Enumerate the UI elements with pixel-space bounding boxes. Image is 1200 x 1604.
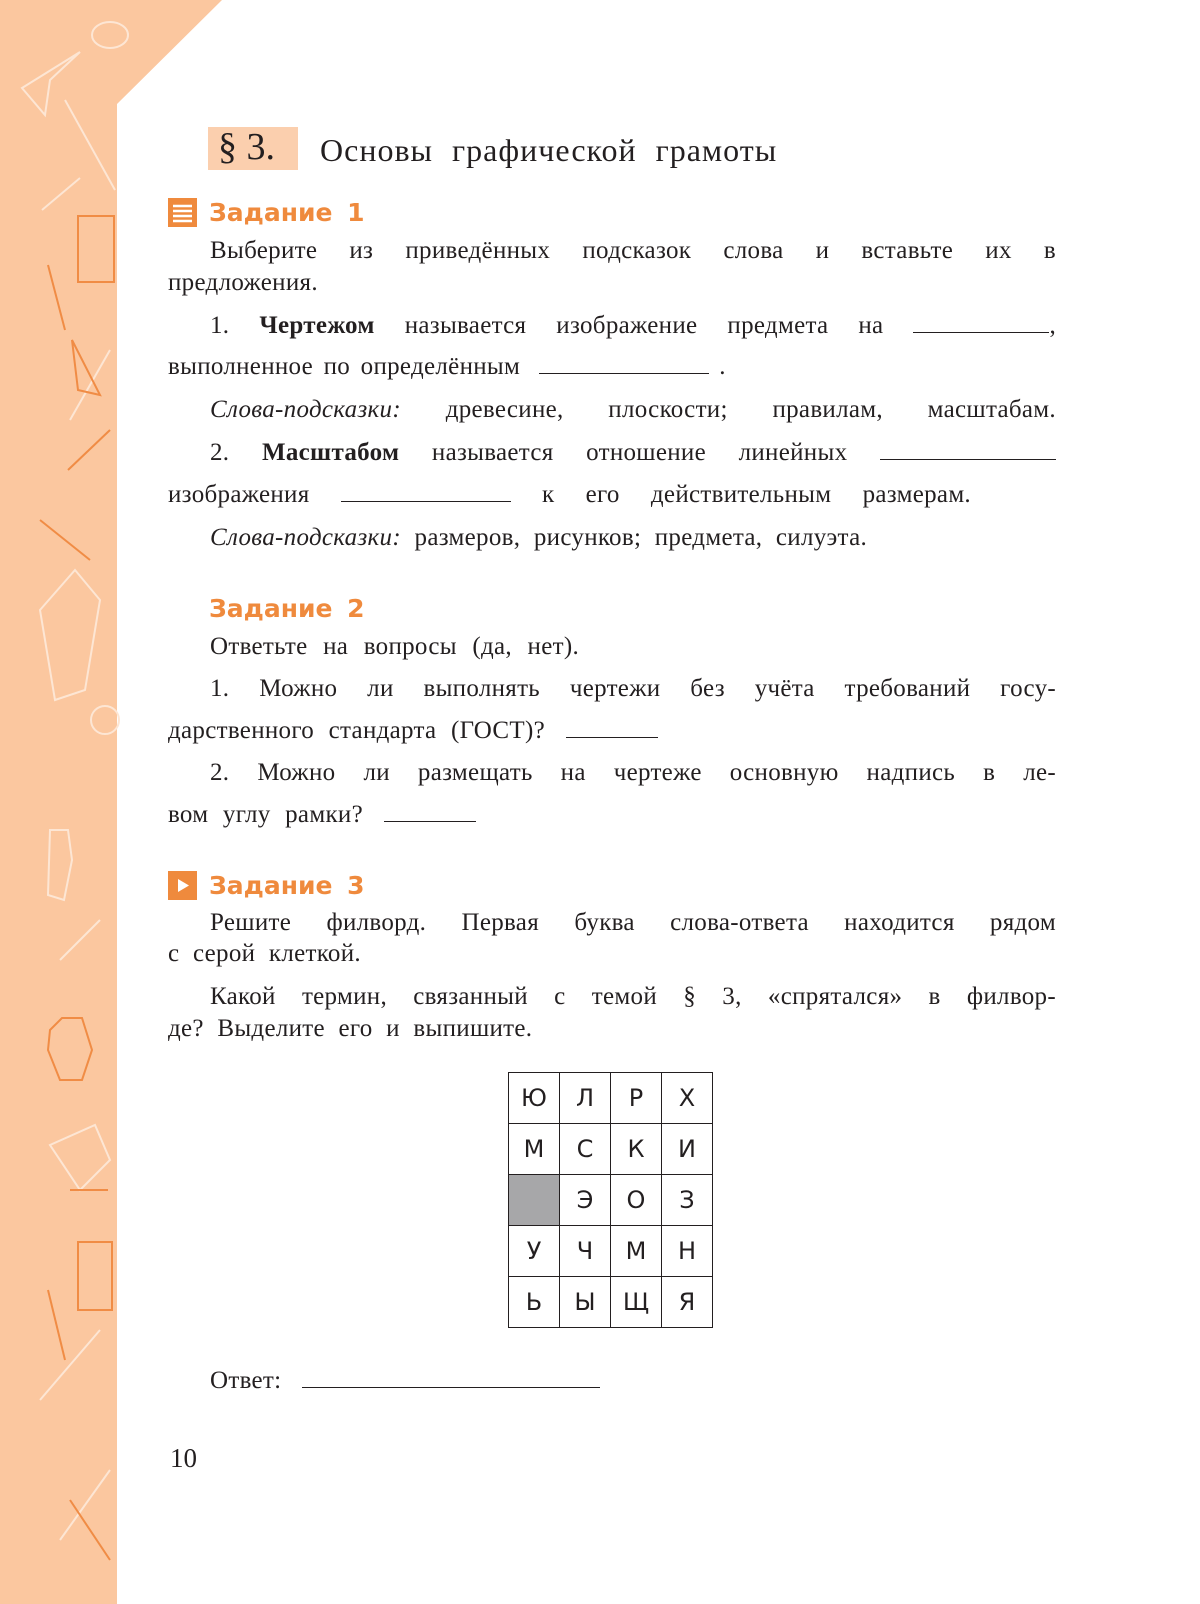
- grid-row: [509, 1124, 713, 1175]
- grid-cell[interactable]: Ь: [509, 1277, 560, 1328]
- task-3-text-2-cont: де? Выделите его и выпишите.: [168, 1015, 533, 1042]
- grid-cell[interactable]: М: [509, 1124, 560, 1175]
- answer-blank[interactable]: [539, 351, 709, 374]
- question-text: к его действительным размерам.: [541, 481, 971, 508]
- term: Масштабом: [261, 439, 400, 466]
- question-text: называется изображение предмета на: [404, 312, 884, 339]
- page-title: Основы графической грамоты: [320, 132, 778, 168]
- task-2-intro: Ответьте на вопросы (да, нет).: [210, 633, 579, 660]
- task-3-text-1-cont: с серой клеткой.: [168, 940, 361, 967]
- page-number: 10: [170, 1443, 197, 1473]
- hints-words: размеров, рисунков; предмета, силуэта.: [414, 524, 868, 551]
- question-text: дарственного стандарта (ГОСТ)?: [168, 717, 545, 744]
- answer-blank[interactable]: [880, 437, 1056, 460]
- task-1-intro: Выберите из приведённых подсказок слова и вставьте их в: [210, 237, 1056, 264]
- hints-label: Слова-подсказки:: [210, 524, 401, 551]
- grid-cell[interactable]: Щ: [611, 1277, 662, 1328]
- list-icon: [168, 198, 197, 227]
- question-1-1: [210, 310, 1056, 342]
- hints-1: [210, 394, 1056, 426]
- grid-cell[interactable]: С: [560, 1124, 611, 1175]
- grid-cell[interactable]: Я: [662, 1277, 713, 1328]
- grid-row: [509, 1073, 713, 1124]
- answer-blank[interactable]: [566, 715, 658, 738]
- grid-cell[interactable]: Х: [662, 1073, 713, 1124]
- grid-cell[interactable]: И: [662, 1124, 713, 1175]
- grid-row: [509, 1277, 713, 1328]
- grid-row: [509, 1226, 713, 1277]
- task-3-heading: Задание 3: [209, 871, 365, 900]
- question-1-1-cont: [168, 351, 726, 383]
- answer-blank[interactable]: [341, 479, 511, 502]
- hints-words: древесине, плоскости; правилам, масштабам.: [445, 396, 1056, 423]
- answer-row: [210, 1365, 600, 1397]
- question-number: 1.: [210, 312, 230, 339]
- question-text: изображения: [168, 481, 310, 508]
- grid-cell[interactable]: К: [611, 1124, 662, 1175]
- grid-cell[interactable]: Э: [560, 1175, 611, 1226]
- grid-cell[interactable]: М: [611, 1226, 662, 1277]
- task-2-heading: Задание 2: [209, 594, 365, 623]
- answer-blank[interactable]: [913, 310, 1049, 333]
- grid-cell-gray: [509, 1175, 560, 1226]
- task-1-heading: Задание 1: [209, 198, 365, 227]
- grid-cell[interactable]: Н: [662, 1226, 713, 1277]
- question-2-2: 2. Можно ли размещать на чертеже основную надпись в ле-: [210, 759, 1056, 786]
- hints-2: [210, 522, 867, 554]
- question-text: вом углу рамки?: [168, 801, 363, 828]
- task-1-intro-cont: предложения.: [168, 269, 318, 296]
- question-1-2: [210, 437, 1056, 469]
- question-2-2-cont: [168, 799, 476, 831]
- question-2-1-cont: [168, 715, 658, 747]
- grid-row: [509, 1175, 713, 1226]
- question-2-1: 1. Можно ли выполнять чертежи без учёта требований госу-: [210, 675, 1056, 702]
- punctuation: ,: [1049, 312, 1056, 339]
- task-3-text-2: Какой термин, связанный с темой § 3, «спрятался» в филвор-: [210, 983, 1056, 1010]
- grid-cell[interactable]: Ю: [509, 1073, 560, 1124]
- grid-cell[interactable]: У: [509, 1226, 560, 1277]
- hints-label: Слова-подсказки:: [210, 396, 401, 423]
- grid-cell[interactable]: Р: [611, 1073, 662, 1124]
- answer-blank[interactable]: [302, 1365, 600, 1388]
- grid-cell[interactable]: Ч: [560, 1226, 611, 1277]
- question-1-2-cont: [168, 479, 971, 511]
- section-number: § 3.: [218, 126, 275, 168]
- grid-cell[interactable]: Л: [560, 1073, 611, 1124]
- question-number: 2.: [210, 439, 230, 466]
- grid-cell[interactable]: О: [611, 1175, 662, 1226]
- answer-label: Ответ:: [210, 1367, 282, 1394]
- question-text: выполненное по определённым: [168, 353, 521, 380]
- task-3-text-1: Решите филворд. Первая буква слова-ответа находится рядом: [210, 909, 1056, 936]
- punctuation: .: [719, 353, 726, 380]
- question-text: называется отношение линейных: [431, 439, 848, 466]
- grid-cell[interactable]: З: [662, 1175, 713, 1226]
- fillword-grid: [508, 1072, 713, 1328]
- play-icon: [168, 871, 197, 900]
- grid-cell[interactable]: Ы: [560, 1277, 611, 1328]
- term: Чертежом: [259, 312, 375, 339]
- answer-blank[interactable]: [384, 799, 476, 822]
